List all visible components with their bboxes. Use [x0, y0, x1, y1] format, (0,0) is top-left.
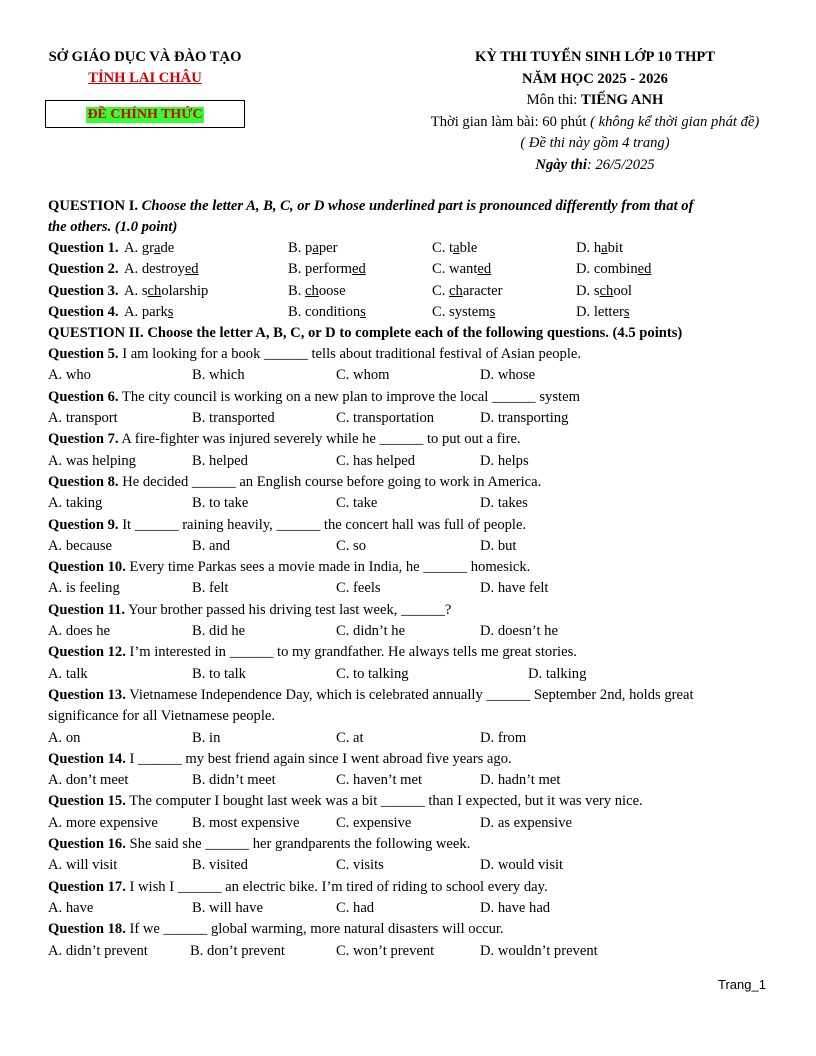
question-label: Question 12. — [48, 644, 126, 661]
answer-option: D. but — [480, 537, 517, 554]
answer-option: C. transportation — [336, 410, 435, 427]
answer-option — [432, 281, 503, 302]
section-2-heading: QUESTION II. Choose the letter A, B, C, or D to complete each of the following questions. (4.5 points) — [48, 325, 683, 342]
question-label: Question 17. — [48, 878, 126, 895]
answer-option — [288, 238, 337, 259]
options-row — [48, 728, 778, 749]
question-stem — [48, 344, 778, 365]
answer-option — [288, 259, 366, 280]
option-underlined-part: ch — [449, 282, 463, 299]
answer-option: D. helps — [480, 452, 529, 469]
answer-option: C. won’t prevent — [336, 942, 435, 959]
official-exam-box — [45, 100, 245, 128]
option-text-pre: park — [141, 303, 168, 320]
option-text-pre: s — [593, 282, 600, 299]
official-exam-label: ĐỀ CHÍNH THỨC — [87, 107, 203, 122]
question-row — [48, 281, 778, 302]
options-row — [48, 941, 778, 962]
answer-option — [432, 302, 495, 323]
options-row — [48, 621, 778, 642]
answer-option: A. taking — [48, 495, 103, 512]
phonetics-questions — [48, 238, 778, 323]
options-row — [48, 664, 778, 685]
question-label: Question 16. — [48, 836, 126, 853]
question-stem — [48, 557, 778, 578]
question-text: He decided ______ an English course before going to work in America. — [118, 473, 542, 490]
question-label: Question 2. — [48, 261, 119, 278]
question-stem — [48, 600, 778, 621]
option-underlined-part: ch — [599, 282, 614, 299]
answer-option: C. feels — [336, 580, 381, 597]
exam-body — [48, 196, 778, 962]
options-row — [48, 536, 778, 557]
option-text-pre: combin — [593, 261, 638, 278]
option-text-post: per — [318, 240, 338, 256]
answer-option: D. from — [480, 729, 527, 746]
option-text-post: de — [160, 240, 175, 256]
question-label: Question 14. — [48, 750, 126, 767]
answer-option: C. visits — [336, 857, 384, 874]
option-underlined-part: ed — [184, 261, 199, 278]
question-text: Every time Parkas sees a movie made in India, he ______ homesick. — [125, 559, 531, 576]
options-row — [48, 855, 778, 876]
option-underlined-part: a — [453, 240, 460, 256]
answer-option — [432, 259, 491, 280]
question-text: A fire-fighter was injured severely while he ______ to put out a fire. — [118, 431, 521, 448]
option-underlined-part: a — [601, 240, 608, 256]
option-letter: A. — [124, 303, 142, 320]
option-letter: B. — [288, 282, 306, 299]
section-1-label: QUESTION I. — [48, 198, 142, 214]
option-letter: C. — [432, 261, 450, 278]
options-row — [48, 770, 778, 791]
options-row — [48, 898, 778, 919]
option-text-pre: gr — [141, 240, 155, 256]
option-text-pre: destroy — [141, 261, 185, 278]
answer-option: D. as expensive — [480, 814, 572, 831]
answer-option — [576, 302, 630, 323]
question-row — [48, 238, 778, 259]
answer-option — [124, 259, 199, 280]
answer-option: C. haven’t met — [336, 772, 423, 789]
question-stem — [48, 472, 778, 493]
answer-option — [576, 281, 632, 302]
answer-option: B. transported — [192, 410, 275, 427]
page-number: Trang_1 — [718, 977, 766, 992]
question-stem — [48, 387, 778, 408]
answer-option: C. so — [336, 537, 367, 554]
option-underlined-part: ed — [637, 261, 652, 278]
option-underlined-part: a — [312, 240, 319, 256]
answer-option: B. which — [192, 367, 245, 384]
question-stem — [48, 919, 778, 940]
subject-prefix: Môn thi: — [526, 92, 581, 108]
answer-option: D. hadn’t met — [480, 772, 561, 789]
options-row — [48, 813, 778, 834]
question-label: Question 4. — [48, 303, 119, 320]
province-name: TỈNH LAI CHÂU — [88, 70, 202, 86]
answer-option — [288, 281, 346, 302]
answer-option: A. talk — [48, 665, 88, 682]
option-text-pre: condition — [305, 303, 361, 320]
answer-option: C. whom — [336, 367, 390, 384]
question-label: Question 1. — [48, 240, 119, 256]
question-label: Question 3. — [48, 282, 119, 299]
question-text: Vietnamese Independence Day, which is celebrated annually ______ September 2nd, holds great — [125, 686, 694, 703]
answer-option: D. wouldn’t prevent — [480, 942, 598, 959]
time-text: Thời gian làm bài: 60 phút — [430, 113, 591, 130]
answer-option — [124, 281, 208, 302]
section-1-heading — [48, 196, 778, 217]
answer-option: A. on — [48, 729, 81, 746]
question-label: Question 13. — [48, 686, 126, 703]
option-letter: C. — [432, 240, 450, 256]
answer-option: D. doesn’t he — [480, 623, 558, 640]
answer-option — [288, 302, 366, 323]
section-1-instruction-cont: the others. (1.0 point) — [48, 219, 178, 235]
question-label: Question 9. — [48, 516, 119, 533]
option-letter: D. — [576, 282, 594, 299]
grammar-questions — [48, 344, 778, 962]
option-underlined-part: ed — [477, 261, 492, 278]
option-text-pre: letter — [593, 303, 624, 320]
question-stem — [48, 515, 778, 536]
question-stem — [48, 877, 778, 898]
answer-option: A. transport — [48, 410, 118, 427]
question-text: I am looking for a book ______ tells about traditional festival of Asian people. — [118, 346, 581, 363]
answer-option: A. more expensive — [48, 814, 158, 831]
answer-option: D. have felt — [480, 580, 549, 597]
option-text-pre: perform — [305, 261, 353, 278]
question-stem — [48, 791, 778, 812]
answer-option: B. in — [192, 729, 221, 746]
answer-option: C. to talking — [336, 665, 409, 682]
option-text-pre: h — [593, 240, 602, 256]
option-text-post: olarship — [161, 282, 209, 299]
time-note: ( không kể thời gian phát đề) — [590, 113, 760, 130]
option-underlined-part: a — [154, 240, 161, 256]
exam-title: KỲ THI TUYỂN SINH LỚP 10 THPT — [474, 49, 716, 65]
answer-option: B. felt — [192, 580, 229, 597]
question-label: Question 18. — [48, 921, 126, 938]
answer-option: A. have — [48, 899, 94, 916]
question-text: It ______ raining heavily, ______ the concert hall was full of people. — [118, 516, 527, 533]
option-letter: B. — [288, 303, 306, 320]
question-text: I wish I ______ an electric bike. I’m tired of riding to school every day. — [125, 878, 548, 895]
answer-option: A. don’t meet — [48, 772, 129, 789]
question-text-cont: significance for all Vietnamese people. — [48, 708, 275, 725]
answer-option — [576, 238, 623, 259]
answer-option: A. does he — [48, 623, 111, 640]
option-underlined-part: s — [360, 303, 366, 320]
answer-option: D. whose — [480, 367, 536, 384]
answer-option — [432, 238, 477, 259]
option-text-post: ool — [613, 282, 632, 299]
answer-option — [124, 302, 173, 323]
answer-option: A. didn’t prevent — [48, 942, 148, 959]
question-text: I ______ my best friend again since I went abroad five years ago. — [125, 750, 512, 767]
option-letter: B. — [288, 261, 306, 278]
option-letter: C. — [432, 303, 450, 320]
school-year: NĂM HỌC 2025 - 2026 — [522, 70, 668, 87]
answer-option: B. visited — [192, 857, 248, 874]
question-label: Question 5. — [48, 346, 119, 363]
options-row — [48, 451, 778, 472]
question-label: Question 8. — [48, 473, 119, 490]
option-letter: A. — [124, 240, 142, 256]
question-text: The computer I bought last week was a bit ______ than I expected, but it was very nice. — [125, 793, 643, 810]
option-text-pre: p — [305, 240, 313, 256]
option-underlined-part: ch — [305, 282, 319, 299]
answer-option: B. didn’t meet — [192, 772, 276, 789]
answer-option — [576, 259, 651, 280]
answer-option: D. have had — [480, 899, 551, 916]
answer-option: D. would visit — [480, 857, 564, 874]
exam-date-line — [400, 155, 790, 177]
question-stem — [48, 642, 778, 663]
option-letter: B. — [288, 240, 306, 256]
question-text: Your brother passed his driving test last week, ______? — [125, 601, 452, 618]
question-text: The city council is working on a new plan to improve the local ______ system — [118, 388, 580, 405]
answer-option: A. will visit — [48, 857, 118, 874]
answer-option: B. and — [192, 537, 231, 554]
answer-option: C. expensive — [336, 814, 412, 831]
answer-option: A. is feeling — [48, 580, 120, 597]
question-row — [48, 259, 778, 280]
answer-option: C. take — [336, 495, 378, 512]
answer-option: B. did he — [192, 623, 246, 640]
question-label: Question 7. — [48, 431, 119, 448]
option-text-post: bit — [607, 240, 624, 256]
option-underlined-part: ed — [352, 261, 366, 278]
time-line — [400, 112, 790, 134]
option-letter: D. — [576, 261, 594, 278]
answer-option: D. talking — [528, 665, 587, 682]
department-header — [20, 47, 270, 89]
answer-option: B. most expensive — [192, 814, 300, 831]
exam-date-value: : 26/5/2025 — [586, 156, 655, 173]
option-letter: D. — [576, 303, 594, 320]
department-name: SỞ GIÁO DỤC VÀ ĐÀO TẠO — [48, 49, 242, 65]
question-label: Question 6. — [48, 388, 119, 405]
question-stem — [48, 429, 778, 450]
options-row — [48, 365, 778, 386]
option-letter: A. — [124, 282, 142, 299]
question-label: Question 15. — [48, 793, 126, 810]
options-row — [48, 408, 778, 429]
option-letter: A. — [124, 261, 142, 278]
exam-header — [400, 47, 790, 176]
question-label: Question 10. — [48, 559, 126, 576]
answer-option: D. transporting — [480, 410, 569, 427]
option-underlined-part: s — [167, 303, 174, 320]
answer-option: C. has helped — [336, 452, 416, 469]
answer-option: C. had — [336, 899, 375, 916]
option-underlined-part: s — [623, 303, 630, 320]
option-letter: C. — [432, 282, 450, 299]
question-stem — [48, 749, 778, 770]
option-underlined-part: s — [489, 303, 496, 320]
exam-date-label: Ngày thi — [535, 156, 587, 173]
option-text-pre: s — [141, 282, 148, 299]
answer-option: B. will have — [192, 899, 263, 916]
answer-option: C. didn’t he — [336, 623, 406, 640]
options-row — [48, 578, 778, 599]
answer-option: C. at — [336, 729, 364, 746]
option-text-pre: t — [449, 240, 454, 256]
option-text-post: aracter — [462, 282, 503, 299]
subject-line — [400, 90, 790, 112]
question-text: I’m interested in ______ to my grandfather. He always tells me great stories. — [125, 644, 577, 661]
answer-option: B. don’t prevent — [190, 942, 285, 959]
subject-name: TIẾNG ANH — [581, 92, 664, 108]
option-text-post: oose — [318, 282, 346, 299]
question-stem — [48, 834, 778, 855]
answer-option: D. takes — [480, 495, 528, 512]
answer-option: A. who — [48, 367, 91, 384]
answer-option — [124, 238, 174, 259]
answer-option: B. helped — [192, 452, 248, 469]
answer-option: A. because — [48, 537, 113, 554]
option-letter: D. — [576, 240, 594, 256]
question-label: Question 11. — [48, 601, 126, 618]
option-underlined-part: ch — [147, 282, 162, 299]
section-1-instruction: Choose the letter A, B, C, or D whose underlined part is pronounced differently from that of — [141, 198, 694, 214]
question-text: She said she ______ her grandparents the following week. — [125, 836, 471, 853]
answer-option: B. to talk — [192, 665, 246, 682]
answer-option: A. was helping — [48, 452, 136, 469]
question-text: If we ______ global warming, more natural disasters will occur. — [125, 921, 504, 938]
question-row — [48, 302, 778, 323]
question-stem — [48, 685, 778, 706]
option-text-pre: system — [449, 303, 490, 320]
answer-option: B. to take — [192, 495, 249, 512]
option-text-post: ble — [459, 240, 478, 256]
option-text-pre: want — [449, 261, 478, 278]
options-row — [48, 493, 778, 514]
pages-note: ( Đề thi này gồm 4 trang) — [520, 135, 670, 151]
